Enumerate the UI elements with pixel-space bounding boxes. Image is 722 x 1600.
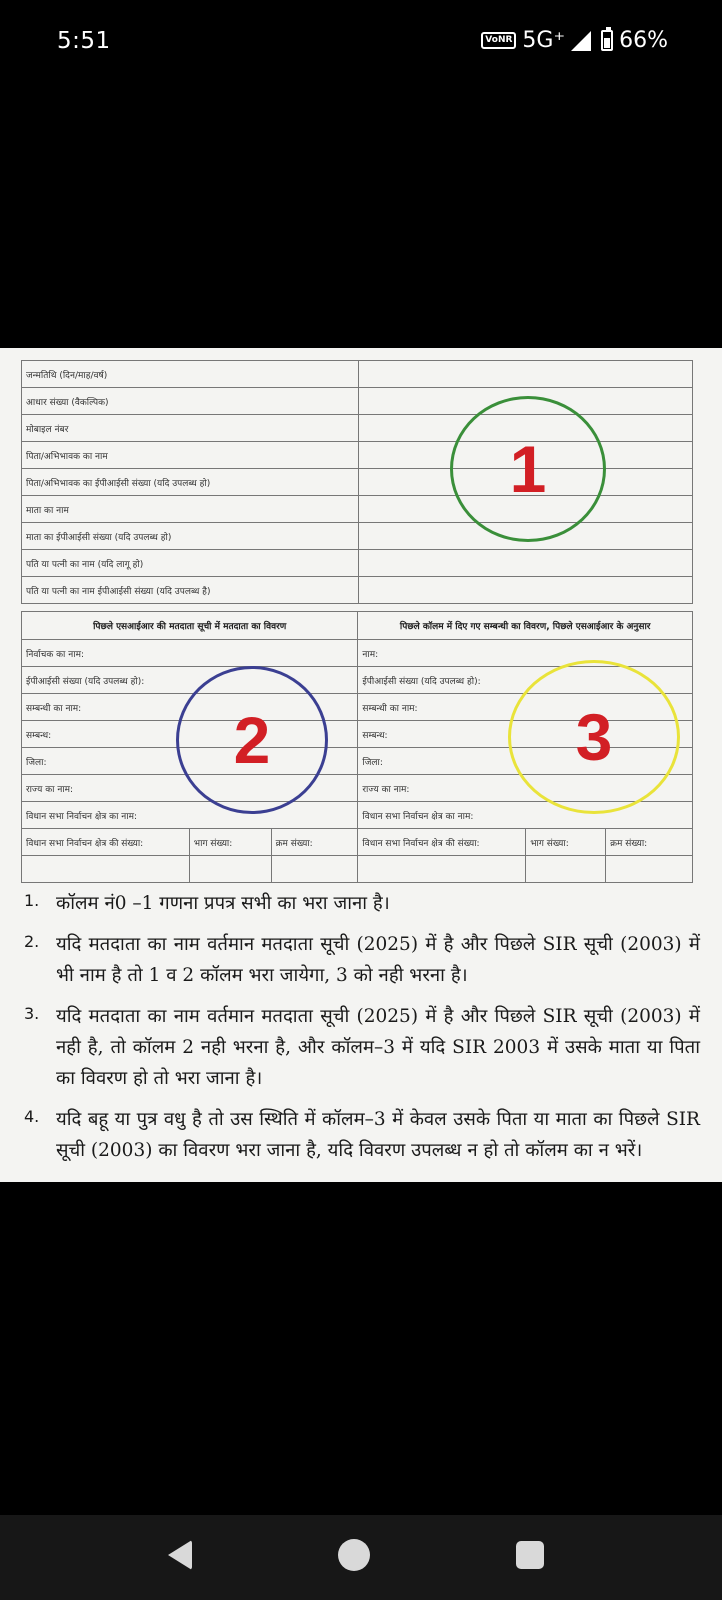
left-field-label: सम्बन्धी का नाम:: [22, 694, 358, 721]
column-2-circle: [176, 666, 328, 814]
right-field-label: सम्बन्ध:: [358, 721, 693, 748]
note-text: यदि मतदाता का नाम वर्तमान मतदाता सूची (2025) में है और पिछले SIR सूची (2003) में भी नाम है तो 1 व 2 कॉलम भरा जायेगा, 3 को नही भरना है।: [56, 934, 700, 986]
column-3-circle: [508, 660, 680, 814]
right-part-no-label: भाग संख्या:: [526, 829, 606, 856]
note-item: [24, 1104, 700, 1166]
field-label: जन्मतिथि (दिन/माह/वर्ष): [22, 361, 359, 388]
field-value: [359, 577, 693, 604]
left-field-label: सम्बन्ध:: [22, 721, 358, 748]
note-item: [24, 1001, 700, 1094]
status-bar: [0, 0, 722, 90]
note-item: [24, 929, 700, 991]
note-number: 3.: [24, 1004, 40, 1023]
signal-icon: [571, 31, 591, 51]
table-row: [22, 550, 693, 577]
left-serial-no-label: क्रम संख्या:: [271, 829, 358, 856]
section-right-title: पिछले कॉलम में दिए गए सम्बन्धी का विवरण, पिछले एसआईआर के अनुसार: [358, 612, 693, 640]
network-type: 5G⁺: [522, 28, 566, 53]
vonr-icon: VoNR: [481, 32, 516, 49]
right-field-label: नाम:: [358, 640, 693, 667]
navigation-bar: [0, 1515, 722, 1600]
status-time: 5:51: [57, 28, 111, 54]
circle-label: 2: [233, 703, 271, 777]
right-field-label: राज्य का नाम:: [358, 775, 693, 802]
table-row: [22, 856, 693, 883]
left-assembly-no-label: विधान सभा निर्वाचन क्षेत्र की संख्या:: [22, 829, 190, 856]
left-field-label: विधान सभा निर्वाचन क्षेत्र का नाम:: [22, 802, 358, 829]
battery-level: 66%: [619, 28, 668, 53]
note-number: 4.: [24, 1107, 40, 1126]
field-label: मोबाइल नंबर: [22, 415, 359, 442]
field-label: आधार संख्या (वैकल्पिक): [22, 388, 359, 415]
column-1-circle: [450, 396, 606, 542]
table-row: [22, 523, 693, 550]
left-field-label: निर्वाचक का नाम:: [22, 640, 358, 667]
left-field-label: राज्य का नाम:: [22, 775, 358, 802]
field-label: पति या पत्नी का नाम ईपीआईसी संख्या (यदि उपलब्ध है): [22, 577, 359, 604]
field-label: पिता/अभिभावक का नाम: [22, 442, 359, 469]
field-label: माता का नाम: [22, 496, 359, 523]
instruction-notes: [24, 888, 700, 1176]
note-number: 2.: [24, 932, 40, 951]
table-row: [22, 829, 693, 856]
left-part-no-label: भाग संख्या:: [189, 829, 271, 856]
recents-icon[interactable]: [516, 1541, 544, 1569]
document-image: [0, 348, 722, 1182]
circle-label: 1: [509, 432, 547, 506]
table-row: [22, 361, 693, 388]
right-field-label: ईपीआईसी संख्या (यदि उपलब्ध हो):: [358, 667, 693, 694]
field-value: [359, 361, 693, 388]
right-field-label: जिला:: [358, 748, 693, 775]
note-text: कॉलम नं0 –1 गणना प्रपत्र सभी का भरा जाना है।: [56, 893, 390, 914]
table-row: [22, 388, 693, 415]
back-icon[interactable]: [168, 1540, 192, 1570]
left-field-label: जिला:: [22, 748, 358, 775]
note-item: [24, 888, 700, 919]
note-number: 1.: [24, 891, 40, 910]
field-value: [359, 550, 693, 577]
note-text: यदि बहू या पुत्र वधु है तो उस स्थिति में कॉलम–3 में केवल उसके पिता या माता का पिछले SIR सूची (2003) का विवरण भरा जाना है, यदि विवरण उपलब्ध न हो तो कॉलम का न भरें।: [56, 1109, 700, 1161]
note-text: यदि मतदाता का नाम वर्तमान मतदाता सूची (2025) में है और पिछले SIR सूची (2003) में नही है, तो कॉलम 2 नही भरना है, और कॉलम–3 में यदि SIR 2003 में उसके माता या पिता का विवरण हो तो भरा जाना है।: [56, 1006, 700, 1089]
left-field-label: ईपीआईसी संख्या (यदि उपलब्ध हो):: [22, 667, 358, 694]
table-header-row: [22, 612, 693, 640]
section-left-title: पिछले एसआईआर की मतदाता सूची में मतदाता का विवरण: [22, 612, 358, 640]
status-icons: [481, 28, 668, 53]
field-label: पिता/अभिभावक का ईपीआईसी संख्या (यदि उपलब्ध हो): [22, 469, 359, 496]
right-serial-no-label: क्रम संख्या:: [606, 829, 693, 856]
home-icon[interactable]: [338, 1539, 370, 1571]
battery-icon: [601, 30, 613, 51]
circle-label: 3: [575, 700, 613, 774]
right-field-label: विधान सभा निर्वाचन क्षेत्र का नाम:: [358, 802, 693, 829]
right-field-label: सम्बन्धी का नाम:: [358, 694, 693, 721]
field-label: पति या पत्नी का नाम (यदि लागू हो): [22, 550, 359, 577]
table-row: [22, 577, 693, 604]
field-label: माता का ईपीआईसी संख्या (यदि उपलब्ध हो): [22, 523, 359, 550]
right-assembly-no-label: विधान सभा निर्वाचन क्षेत्र की संख्या:: [358, 829, 526, 856]
